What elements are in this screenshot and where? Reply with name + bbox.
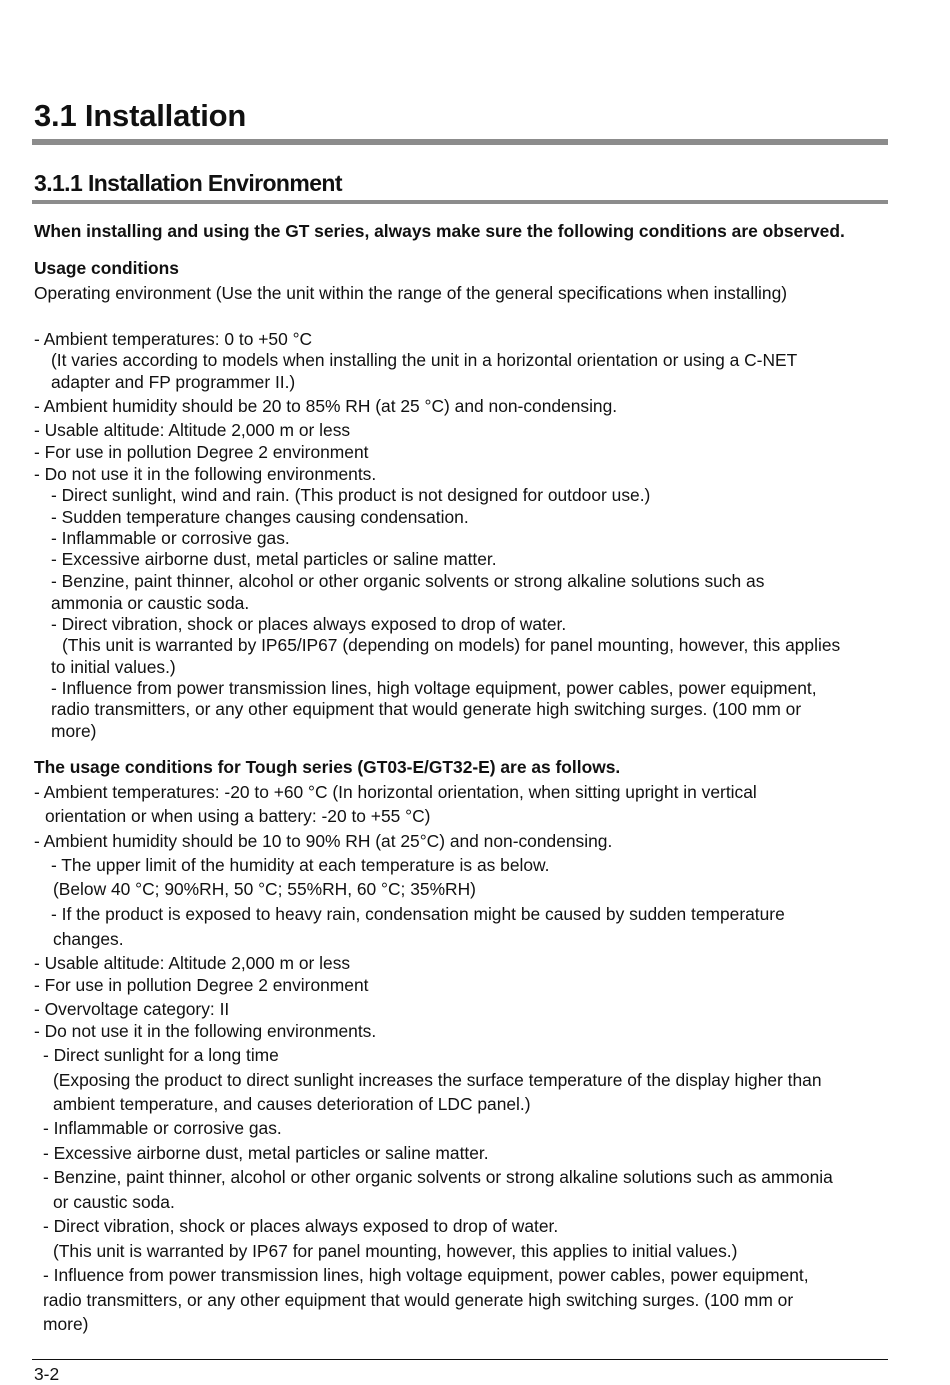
usage-line: - Ambient temperatures: 0 to +50 °C [34, 329, 313, 349]
footer-rule [32, 1359, 888, 1360]
usage-line: - Ambient humidity should be 20 to 85% RH (at 25 °C) and non-condensing. [34, 396, 618, 416]
usage-line: - Inflammable or corrosive gas. [51, 528, 290, 548]
tough-line: - Direct sunlight for a long time [43, 1045, 279, 1065]
usage-line: to initial values.) [51, 657, 176, 677]
usage-line: - Sudden temperature changes causing condensation. [51, 507, 469, 527]
usage-line: Operating environment (Use the unit within the range of the general specifications when installing) [34, 283, 788, 303]
page-title: 3.1 Installation [34, 98, 247, 133]
tough-line: or caustic soda. [53, 1192, 175, 1212]
usage-line: (This unit is warranted by IP65/IP67 (depending on models) for panel mounting, however, this applies [62, 635, 841, 655]
usage-line: more) [51, 721, 97, 741]
tough-line: orientation or when using a battery: -20 to +55 °C) [45, 806, 431, 826]
tough-line: - If the product is exposed to heavy rain, condensation might be caused by sudden temperature [51, 904, 785, 924]
tough-line: - Benzine, paint thinner, alcohol or other organic solvents or strong alkaline solutions such as ammonia [43, 1167, 833, 1187]
usage-title: Usage conditions [34, 258, 179, 278]
usage-line: (It varies according to models when installing the unit in a horizontal orientation or using a C-NET [51, 350, 798, 370]
tough-line: - Usable altitude: Altitude 2,000 m or less [34, 953, 351, 973]
tough-line: - Direct vibration, shock or places always exposed to drop of water. [43, 1216, 559, 1236]
usage-line: - Direct sunlight, wind and rain. (This product is not designed for outdoor use.) [51, 485, 651, 505]
usage-line: - Benzine, paint thinner, alcohol or other organic solvents or strong alkaline solutions such as [51, 571, 765, 591]
tough-line: - Ambient humidity should be 10 to 90% RH (at 25°C) and non-condensing. [34, 831, 613, 851]
tough-line: more) [43, 1314, 89, 1334]
usage-line: adapter and FP programmer II.) [51, 372, 296, 392]
tough-line: (Below 40 °C; 90%RH, 50 °C; 55%RH, 60 °C; 35%RH) [53, 879, 476, 899]
tough-line: changes. [53, 929, 124, 949]
tough-line: radio transmitters, or any other equipment that would generate high switching surges. (100 mm or [43, 1290, 794, 1310]
tough-line: - Excessive airborne dust, metal particles or saline matter. [43, 1143, 489, 1163]
tough-line: - Overvoltage category: II [34, 999, 230, 1019]
section-title: 3.1.1 Installation Environment [34, 170, 342, 196]
tough-title: The usage conditions for Tough series (GT03-E/GT32-E) are as follows. [34, 757, 621, 777]
usage-line: ammonia or caustic soda. [51, 593, 250, 613]
intro-text: When installing and using the GT series, always make sure the following conditions are observed. [34, 221, 845, 241]
usage-line: - Influence from power transmission lines, high voltage equipment, power cables, power equipment, [51, 678, 817, 698]
tough-line: - Ambient temperatures: -20 to +60 °C (In horizontal orientation, when sitting upright in vertical [34, 782, 757, 802]
section-rule [32, 200, 888, 204]
tough-line: (Exposing the product to direct sunlight increases the surface temperature of the display higher than [53, 1070, 822, 1090]
usage-line: radio transmitters, or any other equipment that would generate high switching surges. (100 mm or [51, 699, 802, 719]
usage-line: - Usable altitude: Altitude 2,000 m or less [34, 420, 351, 440]
usage-line: - Direct vibration, shock or places always exposed to drop of water. [51, 614, 567, 634]
page-number: 3-2 [34, 1364, 60, 1384]
tough-line: - Do not use it in the following environments. [34, 1021, 377, 1041]
tough-line: (This unit is warranted by IP67 for panel mounting, however, this applies to initial values.) [53, 1241, 738, 1261]
tough-line: - Influence from power transmission lines, high voltage equipment, power cables, power equipment, [43, 1265, 809, 1285]
tough-line: ambient temperature, and causes deterioration of LDC panel.) [53, 1094, 531, 1114]
title-rule [32, 139, 888, 145]
usage-line: - Excessive airborne dust, metal particles or saline matter. [51, 549, 497, 569]
tough-line: - Inflammable or corrosive gas. [43, 1118, 282, 1138]
tough-line: - The upper limit of the humidity at each temperature is as below. [51, 855, 550, 875]
tough-line: - For use in pollution Degree 2 environment [34, 975, 369, 995]
usage-line: - Do not use it in the following environments. [34, 464, 377, 484]
usage-line: - For use in pollution Degree 2 environment [34, 442, 369, 462]
